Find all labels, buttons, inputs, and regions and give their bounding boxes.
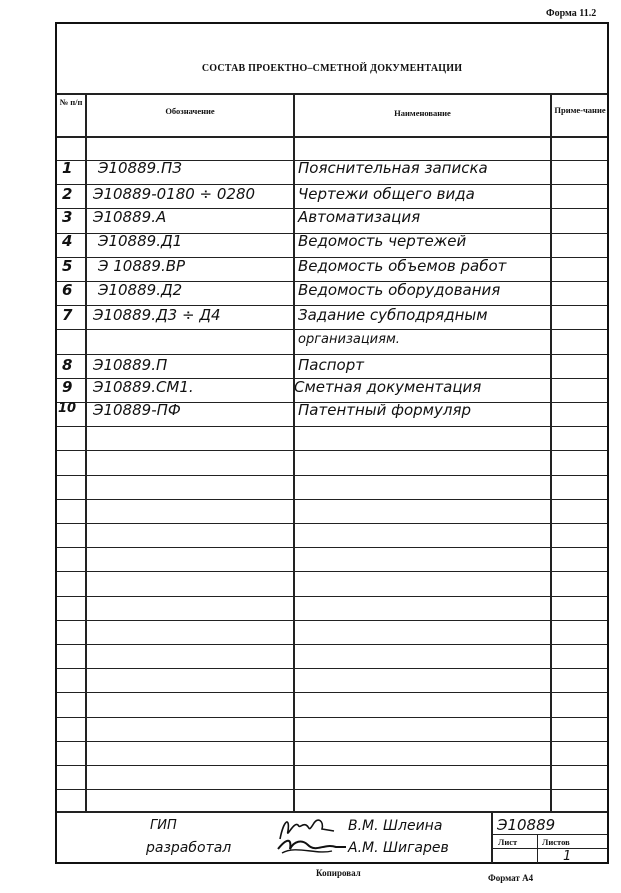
row-line bbox=[57, 523, 607, 524]
stamp-line-1 bbox=[491, 834, 607, 835]
row-line bbox=[57, 426, 607, 427]
role-gip: ГИП bbox=[150, 818, 177, 833]
header-designation: Обозначение bbox=[165, 106, 215, 116]
header-top-line bbox=[57, 93, 607, 95]
row-line bbox=[57, 547, 607, 548]
person-gip: В.М. Шлеина bbox=[348, 818, 443, 834]
header-num: № п/п bbox=[59, 97, 83, 107]
row-number: 3 bbox=[62, 208, 73, 226]
row-code: Э10889.Д1 bbox=[98, 232, 183, 250]
document-frame bbox=[55, 22, 609, 864]
row-title: Ведомость объемов работ bbox=[298, 257, 507, 275]
row-title: организациям. bbox=[298, 332, 400, 347]
format-label: Формат А4 bbox=[488, 873, 534, 883]
copied-label: Копировал bbox=[316, 868, 361, 878]
stamp-code: Э10889 bbox=[497, 816, 556, 834]
row-title: Сметная документация bbox=[294, 378, 482, 396]
row-code: Э10889.Д2 bbox=[98, 281, 183, 299]
role-developer: разработал bbox=[146, 840, 232, 856]
row-number: 7 bbox=[62, 306, 73, 324]
row-line bbox=[57, 499, 607, 500]
row-line bbox=[57, 765, 607, 766]
row-code: Э10889.П bbox=[93, 356, 168, 374]
row-number: 8 bbox=[62, 356, 73, 374]
row-title: Патентный формуляр bbox=[298, 401, 471, 419]
row-code: Э10889-ПФ bbox=[93, 401, 181, 419]
row-number: 6 bbox=[62, 281, 73, 299]
row-line bbox=[57, 450, 607, 451]
stamp-divider bbox=[491, 811, 493, 863]
row-number: 10 bbox=[58, 401, 77, 416]
sheets-value: 1 bbox=[563, 849, 572, 864]
row-number: 5 bbox=[62, 257, 73, 275]
row-line bbox=[57, 668, 607, 669]
row-number: 9 bbox=[62, 378, 73, 396]
row-code: Э 10889.ВР bbox=[98, 257, 186, 275]
document-title: СОСТАВ ПРОЕКТНО–СМЕТНОЙ ДОКУМЕНТАЦИИ bbox=[201, 63, 463, 74]
signature-icon bbox=[272, 809, 352, 859]
row-code: Э10889.Д3 ÷ Д4 bbox=[93, 306, 221, 324]
row-line bbox=[57, 620, 607, 621]
row-number: 1 bbox=[62, 159, 73, 177]
row-title: Задание субподрядным bbox=[298, 306, 488, 324]
col-divider-2 bbox=[293, 93, 295, 811]
stamp-divider-2 bbox=[537, 834, 538, 863]
row-line bbox=[57, 571, 607, 572]
row-line bbox=[57, 596, 607, 597]
row-line bbox=[57, 329, 607, 330]
person-developer: А.М. Шигарев bbox=[348, 840, 449, 856]
row-line bbox=[57, 475, 607, 476]
row-title: Паспорт bbox=[298, 356, 364, 374]
header-name: Наименование bbox=[394, 108, 451, 118]
row-title: Ведомость оборудования bbox=[298, 281, 501, 299]
stamp-line-2 bbox=[491, 848, 607, 849]
row-line bbox=[57, 644, 607, 645]
row-number: 2 bbox=[62, 185, 73, 203]
row-title: Чертежи общего вида bbox=[298, 185, 475, 203]
header-note: Приме-чание bbox=[554, 105, 606, 115]
col-divider-1 bbox=[85, 93, 87, 811]
row-line bbox=[57, 741, 607, 742]
row-line bbox=[57, 717, 607, 718]
header-bottom-line bbox=[57, 136, 607, 138]
row-title: Пояснительная записка bbox=[298, 159, 488, 177]
sheet-label: Лист bbox=[498, 837, 518, 847]
row-code: Э10889.СМ1. bbox=[93, 378, 194, 396]
row-title: Автоматизация bbox=[298, 208, 421, 226]
row-line bbox=[57, 789, 607, 790]
row-line bbox=[57, 354, 607, 355]
col-divider-3 bbox=[550, 93, 552, 811]
sheets-label: Листов bbox=[542, 837, 570, 847]
row-code: Э10889-0180 ÷ 0280 bbox=[93, 185, 256, 203]
row-number: 4 bbox=[62, 232, 73, 250]
row-code: Э10889.А bbox=[93, 208, 167, 226]
form-number: Форма 11.2 bbox=[546, 8, 597, 19]
row-code: Э10889.ПЗ bbox=[98, 159, 182, 177]
row-line bbox=[57, 692, 607, 693]
row-title: Ведомость чертежей bbox=[298, 232, 467, 250]
